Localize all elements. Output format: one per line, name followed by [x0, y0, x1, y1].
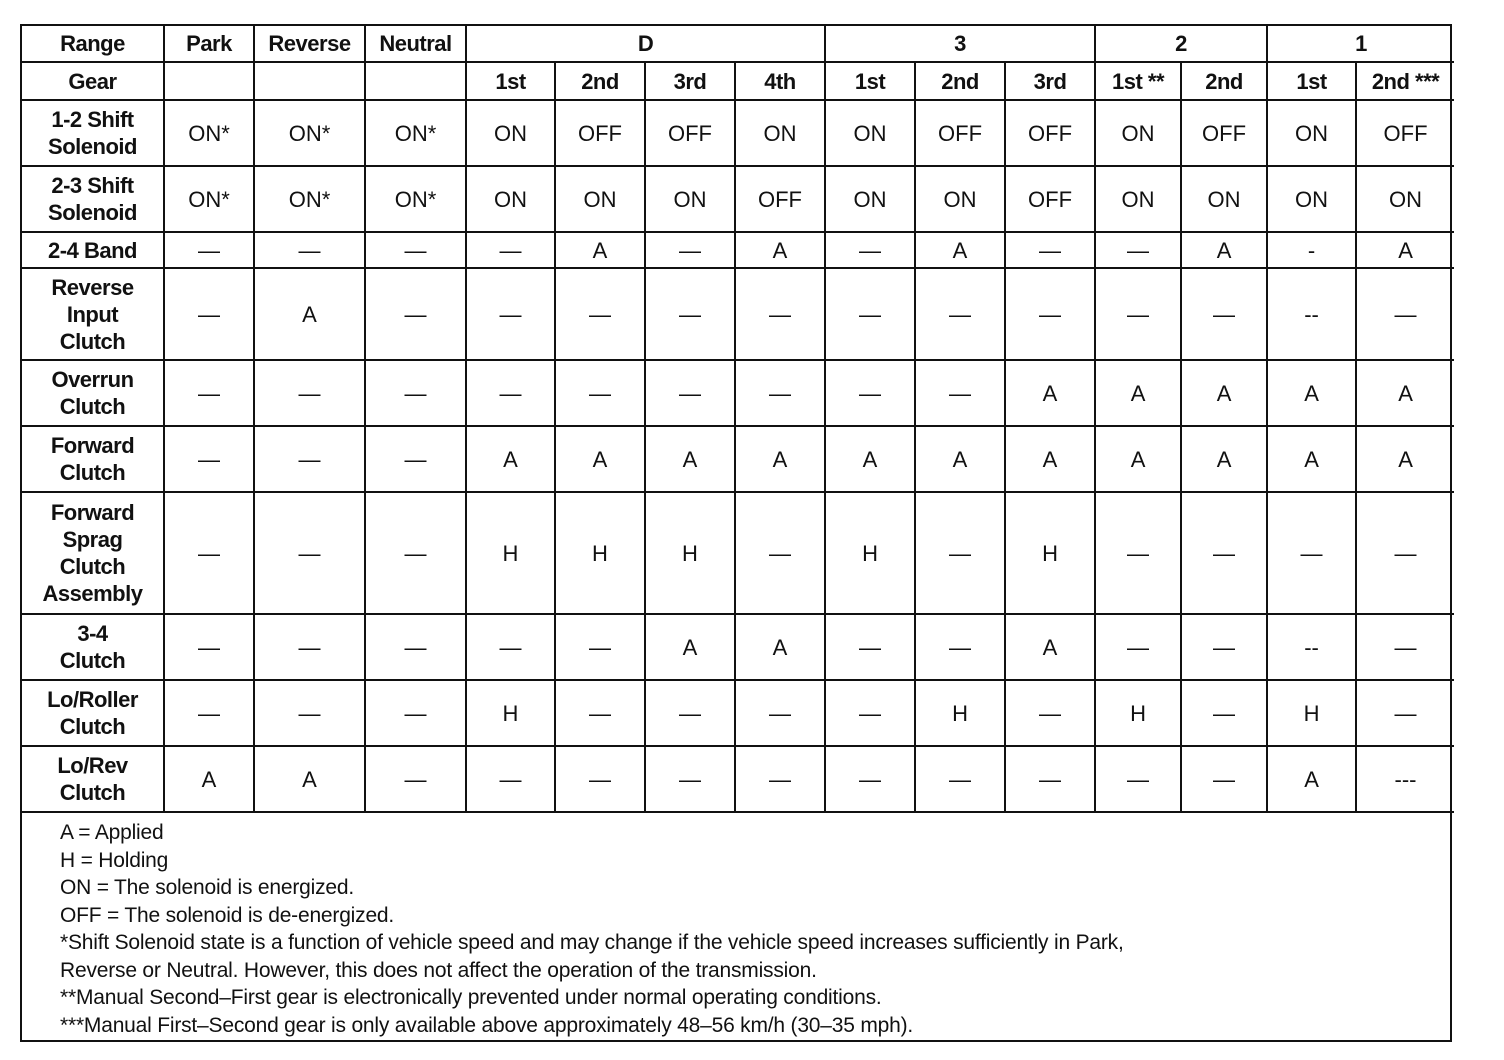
gear-header-cell: 4th [735, 62, 825, 100]
component-label-line: Lo/Rev [57, 753, 128, 778]
component-label [22, 614, 164, 680]
state-cell: ON [1181, 166, 1267, 232]
component-label-line: Overrun [51, 367, 134, 392]
gear-header-cell: 2nd [915, 62, 1005, 100]
component-label [22, 680, 164, 746]
state-cell: OFF [915, 100, 1005, 166]
state-cell: — [1095, 492, 1181, 614]
table-row [22, 268, 1454, 360]
state-cell: — [254, 614, 365, 680]
state-cell: — [254, 232, 365, 268]
state-cell: H [825, 492, 915, 614]
state-cell: — [1356, 268, 1454, 360]
table-row [22, 426, 1454, 492]
state-cell: -- [1267, 268, 1356, 360]
state-cell: — [254, 680, 365, 746]
state-cell: — [825, 614, 915, 680]
state-cell: OFF [1005, 166, 1095, 232]
state-cell: A [1095, 426, 1181, 492]
state-cell: — [365, 746, 466, 812]
state-cell: — [825, 746, 915, 812]
state-cell: — [915, 360, 1005, 426]
component-label-line: Solenoid [48, 200, 137, 225]
component-label [22, 268, 164, 360]
state-cell: A [555, 426, 645, 492]
state-cell: A [1356, 360, 1454, 426]
state-cell: — [164, 614, 254, 680]
state-cell: — [915, 614, 1005, 680]
table-row [22, 614, 1454, 680]
component-label-line: Solenoid [48, 134, 137, 159]
component-label [22, 492, 164, 614]
state-cell: — [466, 232, 555, 268]
note-line: ***Manual First–Second gear is only available above approximately 48–56 km/h (30–35 mph). [60, 1013, 914, 1037]
state-cell: A [645, 426, 735, 492]
state-cell: — [735, 746, 825, 812]
state-cell: H [645, 492, 735, 614]
note-line: OFF = The solenoid is de-energized. [60, 903, 395, 927]
state-cell: — [1356, 614, 1454, 680]
note-line: H = Holding [60, 848, 169, 872]
state-cell: — [466, 614, 555, 680]
state-cell: A [1005, 614, 1095, 680]
state-cell: ON [735, 100, 825, 166]
component-label-line: Clutch [59, 648, 126, 673]
state-cell: — [1005, 746, 1095, 812]
component-label-line: Input [66, 301, 119, 327]
gear-header-cell: 2nd [555, 62, 645, 100]
component-label [22, 360, 164, 426]
range-label: Range [22, 26, 164, 62]
state-cell: — [1005, 680, 1095, 746]
state-cell: ON* [365, 100, 466, 166]
component-label [22, 100, 164, 166]
state-cell: H [915, 680, 1005, 746]
state-cell: — [164, 268, 254, 360]
gear-header-row [22, 62, 1454, 100]
state-cell: — [365, 426, 466, 492]
state-cell: — [164, 360, 254, 426]
gear-header-cell: 1st [825, 62, 915, 100]
state-cell: ON [1267, 166, 1356, 232]
state-cell: — [555, 360, 645, 426]
state-cell: A [1356, 232, 1454, 268]
component-label [22, 426, 164, 492]
table-row [22, 746, 1454, 812]
gear-label: Gear [22, 62, 164, 100]
state-cell: A [1005, 426, 1095, 492]
state-cell: — [1181, 268, 1267, 360]
state-cell: ON [466, 166, 555, 232]
state-cell: — [365, 680, 466, 746]
state-cell: — [1267, 492, 1356, 614]
state-cell: — [735, 268, 825, 360]
state-cell: ON [466, 100, 555, 166]
note-line: **Manual Second–First gear is electronically prevented under normal operating conditions. [60, 986, 882, 1009]
component-label-line: Forward [50, 500, 135, 525]
state-cell: ON [1095, 100, 1181, 166]
range-group-header: 1 [1267, 26, 1454, 62]
state-cell: A [1181, 426, 1267, 492]
state-cell: ON [555, 166, 645, 232]
state-cell: H [1005, 492, 1095, 614]
state-cell: — [915, 268, 1005, 360]
state-cell: A [254, 746, 365, 812]
state-cell: A [825, 426, 915, 492]
state-cell: — [1181, 492, 1267, 614]
note-line: Reverse or Neutral. However, this does not affect the operation of the transmission. [60, 958, 817, 982]
table-row [22, 100, 1454, 166]
range-group-header: 3 [825, 26, 1095, 62]
state-cell: A [735, 614, 825, 680]
state-cell: A [466, 426, 555, 492]
component-label [22, 232, 164, 268]
note-line: ON = The solenoid is energized. [60, 876, 355, 899]
state-cell: — [1356, 492, 1454, 614]
state-cell: A [1181, 360, 1267, 426]
component-label [22, 746, 164, 812]
state-cell: — [1356, 680, 1454, 746]
gear-header-cell: 2nd [1181, 62, 1267, 100]
state-cell: OFF [735, 166, 825, 232]
note-line: *Shift Solenoid state is a function of vehicle speed and may change if the vehicle speed increases sufficiently in Park, [60, 931, 1124, 954]
state-cell: - [1267, 232, 1356, 268]
state-cell: — [254, 492, 365, 614]
state-cell: — [365, 614, 466, 680]
note-line: A = Applied [60, 821, 164, 844]
state-cell: OFF [1181, 100, 1267, 166]
state-cell: — [825, 360, 915, 426]
state-cell: — [164, 232, 254, 268]
state-cell: — [735, 492, 825, 614]
table-row [22, 492, 1454, 614]
component-label-line: Clutch [59, 328, 126, 354]
state-cell: — [555, 680, 645, 746]
state-cell: A [915, 426, 1005, 492]
gear-header-cell [254, 62, 365, 100]
state-cell: — [915, 746, 1005, 812]
state-cell: A [1267, 746, 1356, 812]
state-cell: — [645, 360, 735, 426]
state-cell: --- [1356, 746, 1454, 812]
state-cell: — [365, 232, 466, 268]
state-cell: A [735, 426, 825, 492]
state-cell: ON* [164, 100, 254, 166]
state-cell: — [915, 492, 1005, 614]
state-cell: — [466, 268, 555, 360]
table-body [22, 26, 1454, 812]
state-cell: ON [645, 166, 735, 232]
state-cell: ON* [254, 100, 365, 166]
component-application-table [22, 26, 1454, 813]
table-row [22, 360, 1454, 426]
range-group-header: Neutral [365, 26, 466, 62]
state-cell: — [1181, 746, 1267, 812]
state-cell: A [1181, 232, 1267, 268]
state-cell: — [466, 746, 555, 812]
range-group-header: D [466, 26, 825, 62]
state-cell: — [1095, 746, 1181, 812]
state-cell: ON [1356, 166, 1454, 232]
state-cell: H [555, 492, 645, 614]
component-label-line: Clutch [59, 714, 126, 739]
component-label-line: 2-3 Shift [51, 173, 134, 198]
state-cell: — [365, 492, 466, 614]
table-row [22, 232, 1454, 268]
component-label-line: Reverse [51, 274, 134, 300]
state-cell: A [1267, 426, 1356, 492]
state-cell: — [1095, 232, 1181, 268]
state-cell: OFF [645, 100, 735, 166]
component-label [22, 166, 164, 232]
table-row [22, 166, 1454, 232]
component-label-line: Clutch [59, 780, 126, 805]
state-cell: ON [1267, 100, 1356, 166]
legend-notes [22, 813, 1450, 1039]
state-cell: — [1005, 268, 1095, 360]
state-cell: A [915, 232, 1005, 268]
gear-header-cell: 1st ** [1095, 62, 1181, 100]
state-cell: — [825, 680, 915, 746]
state-cell: A [1356, 426, 1454, 492]
state-cell: OFF [1005, 100, 1095, 166]
state-cell: ON [1095, 166, 1181, 232]
state-cell: H [466, 680, 555, 746]
component-label-line: Clutch [59, 554, 126, 579]
state-cell: — [1095, 268, 1181, 360]
range-group-header: 2 [1095, 26, 1267, 62]
state-cell: ON [915, 166, 1005, 232]
state-cell: — [365, 268, 466, 360]
state-cell: — [555, 746, 645, 812]
state-cell: — [645, 746, 735, 812]
state-cell: — [645, 232, 735, 268]
state-cell: — [1095, 614, 1181, 680]
shift-chart [20, 24, 1452, 1042]
component-label-line: Assembly [42, 581, 143, 606]
state-cell: — [825, 268, 915, 360]
gear-header-cell: 2nd *** [1356, 62, 1454, 100]
state-cell: — [164, 680, 254, 746]
state-cell: — [555, 268, 645, 360]
state-cell: A [254, 268, 365, 360]
component-label-line: Lo/Roller [47, 687, 138, 712]
range-group-header: Park [164, 26, 254, 62]
state-cell: ON* [365, 166, 466, 232]
component-label-line: 1-2 Shift [51, 107, 134, 132]
gear-header-cell: 3rd [1005, 62, 1095, 100]
state-cell: OFF [555, 100, 645, 166]
state-cell: H [466, 492, 555, 614]
state-cell: — [735, 360, 825, 426]
state-cell: — [645, 680, 735, 746]
gear-header-cell: 1st [1267, 62, 1356, 100]
gear-header-cell: 3rd [645, 62, 735, 100]
state-cell: ON* [164, 166, 254, 232]
table-row [22, 680, 1454, 746]
state-cell: A [735, 232, 825, 268]
state-cell: A [164, 746, 254, 812]
component-label-line: Clutch [59, 460, 126, 485]
state-cell: A [1095, 360, 1181, 426]
gear-header-cell [164, 62, 254, 100]
component-label-line: Forward [50, 433, 135, 458]
state-cell: OFF [1356, 100, 1454, 166]
component-label-line: Sprag [62, 527, 123, 552]
state-cell: — [1181, 614, 1267, 680]
state-cell: — [254, 426, 365, 492]
state-cell: — [555, 614, 645, 680]
state-cell: -- [1267, 614, 1356, 680]
component-label-line: 3-4 [77, 621, 108, 646]
state-cell: — [1005, 232, 1095, 268]
component-label-line: Clutch [59, 394, 126, 419]
state-cell: — [645, 268, 735, 360]
state-cell: A [1005, 360, 1095, 426]
state-cell: — [164, 492, 254, 614]
state-cell: — [254, 360, 365, 426]
state-cell: — [365, 360, 466, 426]
component-label-line: 2-4 Band [48, 237, 137, 263]
gear-header-cell [365, 62, 466, 100]
state-cell: ON [825, 166, 915, 232]
state-cell: — [164, 426, 254, 492]
range-group-header: Reverse [254, 26, 365, 62]
state-cell: A [555, 232, 645, 268]
state-cell: ON* [254, 166, 365, 232]
gear-header-cell: 1st [466, 62, 555, 100]
state-cell: — [735, 680, 825, 746]
state-cell: H [1095, 680, 1181, 746]
state-cell: — [825, 232, 915, 268]
state-cell: — [466, 360, 555, 426]
state-cell: ON [825, 100, 915, 166]
state-cell: — [1181, 680, 1267, 746]
state-cell: A [1267, 360, 1356, 426]
state-cell: A [645, 614, 735, 680]
range-header-row [22, 26, 1454, 62]
state-cell: H [1267, 680, 1356, 746]
